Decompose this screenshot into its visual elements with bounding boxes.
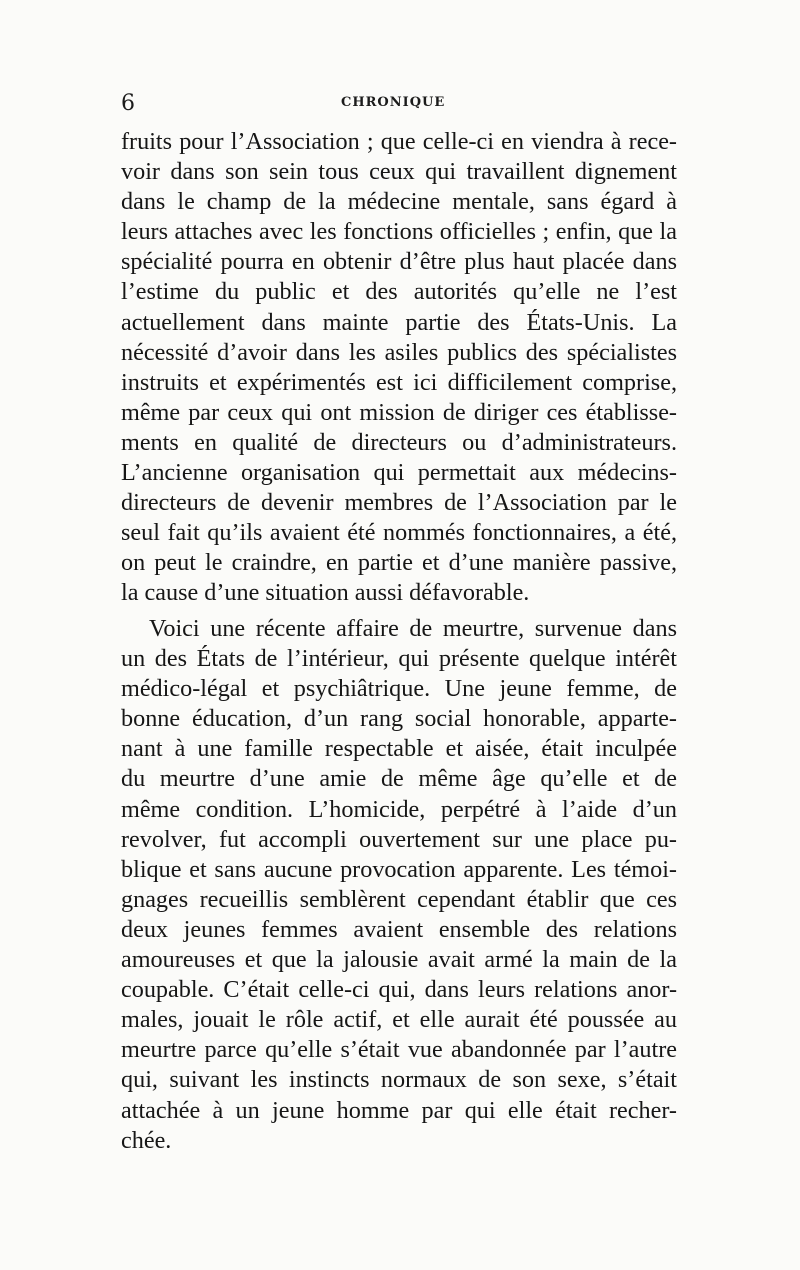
text-line: meurtre parce qu’elle s’était vue abandonnée par l’autre [121, 1036, 677, 1064]
text-line: voir dans son sein tous ceux qui travaillent dignement [121, 158, 677, 186]
text-line: l’estime du public et des autorités qu’elle ne l’est [121, 278, 677, 306]
text-line: deux jeunes femmes avaient ensemble des relations [121, 915, 677, 943]
text-line: blique et sans aucune provocation apparente. Les témoi- [121, 855, 677, 883]
page-header [121, 91, 677, 117]
text-line: males, jouait le rôle actif, et elle aurait été poussée au [121, 1006, 677, 1034]
text-line: fruits pour l’Association ; que celle-ci en viendra à rece- [121, 128, 677, 155]
text-line: la cause d’une situation aussi défavorable. [121, 579, 530, 607]
text-line: amoureuses et que la jalousie avait armé la main de la [121, 946, 677, 974]
text-line: actuellement dans mainte partie des États-Unis. La [121, 308, 677, 336]
text-line: instruits et expérimentés est ici difficilement comprise, [121, 368, 677, 396]
text-line: on peut le craindre, en partie et d’une manière passive, [121, 549, 677, 577]
text-line: revolver, fut accompli ouvertement sur une place pu- [121, 825, 677, 853]
text-line: gnages recueillis semblèrent cependant établir que ces [121, 885, 677, 913]
text-line: même par ceux qui ont mission de diriger ces établisse- [121, 398, 677, 426]
text-line: du meurtre d’une amie de même âge qu’elle et de [121, 765, 677, 793]
text-line: médico-légal et psychiâtrique. Une jeune femme, de [121, 675, 677, 703]
paragraph-2 [121, 614, 677, 1156]
text-line: directeurs de devenir membres de l’Association par le [121, 489, 677, 517]
text-line: dans le champ de la médecine mentale, sans égard à [121, 188, 677, 216]
text-line: chée. [121, 1126, 172, 1154]
text-line: ments en qualité de directeurs ou d’administrateurs. [121, 428, 677, 456]
running-head: CHRONIQUE [341, 95, 446, 110]
text-line: seul fait qu’ils avaient été nommés fonctionnaires, a été, [121, 519, 677, 547]
text-line: coupable. C’était celle-ci qui, dans leurs relations anor- [121, 976, 677, 1004]
text-line: même condition. L’homicide, perpétré à l’aide d’un [121, 795, 677, 823]
text-line: nécessité d’avoir dans les asiles publics des spécialistes [121, 338, 677, 366]
text-line: bonne éducation, d’un rang social honorable, apparte- [121, 705, 677, 733]
text-line: qui, suivant les instincts normaux de son sexe, s’était [121, 1066, 677, 1094]
text-line: spécialité pourra en obtenir d’être plus haut placée dans [121, 248, 677, 276]
text-line: attachée à un jeune homme par qui elle était recher- [121, 1096, 677, 1124]
text-line: Voici une récente affaire de meurtre, survenue dans [149, 615, 677, 642]
text-line: un des États de l’intérieur, qui présente quelque intérêt [121, 645, 677, 673]
text-line: nant à une famille respectable et aisée, était inculpée [121, 735, 677, 763]
page-number: 6 [121, 91, 135, 116]
text-line: L’ancienne organisation qui permettait aux médecins- [121, 459, 677, 487]
text-line: leurs attaches avec les fonctions officielles ; enfin, que la [121, 218, 677, 246]
paragraph-1 [121, 127, 677, 609]
